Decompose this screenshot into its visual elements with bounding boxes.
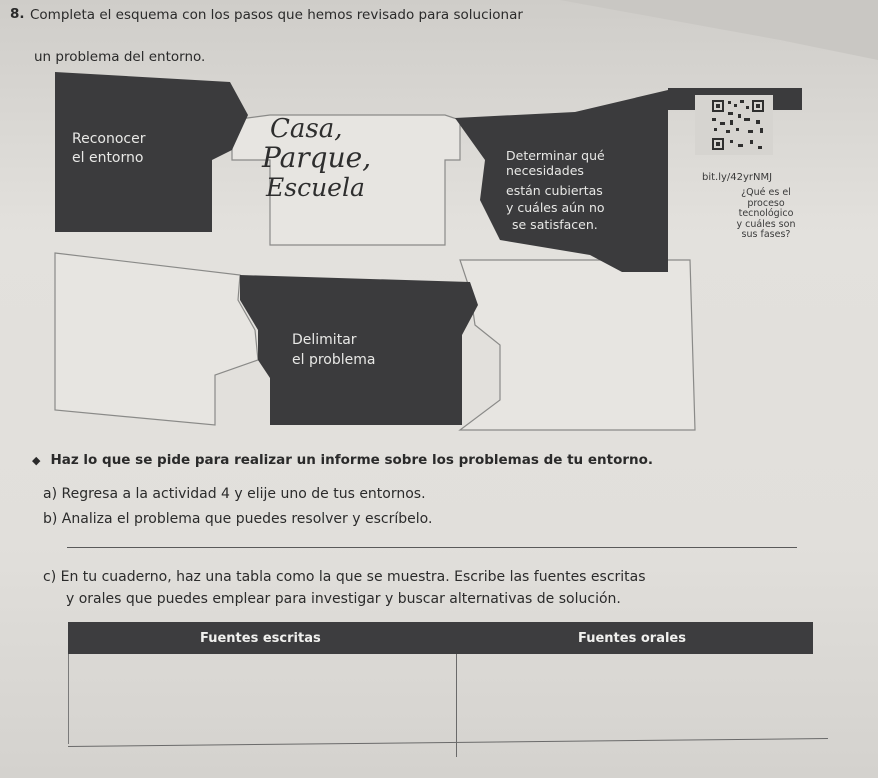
answer-box-2[interactable] xyxy=(55,253,258,425)
item-a: a) Regresa a la actividad 4 y elije uno de tus entornos. xyxy=(43,486,426,502)
table-header-oral-sources: Fuentes orales xyxy=(578,631,686,646)
step2-line5: se satisfacen. xyxy=(512,217,598,232)
item-c-line1: c) En tu cuaderno, haz una tabla como la que se muestra. Escribe las fuentes escritas xyxy=(43,569,646,585)
step2-line2: necesidades xyxy=(506,163,584,178)
instruction-text: Haz lo que se pide para realizar un informe sobre los problemas de tu entorno. xyxy=(50,452,654,468)
table-left-border xyxy=(68,654,69,744)
handwritten-word-1: Casa, xyxy=(270,114,343,144)
sidebar-note-line4: y cuáles son xyxy=(736,218,796,230)
sidebar-note xyxy=(718,188,814,241)
diamond-bullet-icon: ◆ xyxy=(32,454,41,467)
question-number: 8. xyxy=(10,6,25,22)
sidebar-note-line2: proceso xyxy=(747,197,785,209)
table-header-written-sources: Fuentes escritas xyxy=(200,631,321,646)
question-text-line1: Completa el esquema con los pasos que hemos revisado para solucionar xyxy=(30,7,523,23)
handwritten-word-3: Escuela xyxy=(266,173,365,202)
page-edge-shadow xyxy=(560,0,878,60)
step1-label-line1: Reconocer xyxy=(72,131,146,147)
table-bottom-line xyxy=(68,738,828,747)
sidebar-note-line3: tecnológico xyxy=(738,208,794,219)
qr-link-url[interactable]: bit.ly/42yrNMJ xyxy=(702,172,773,183)
item-b: b) Analiza el problema que puedes resolver y escríbelo. xyxy=(43,511,433,527)
handwritten-word-2: Parque, xyxy=(262,141,372,174)
step3-label-line1: Delimitar xyxy=(292,332,357,348)
sidebar-note-line5: sus fases? xyxy=(741,229,791,240)
item-c-line2: y orales que puedes emplear para investigar y buscar alternativas de solución. xyxy=(66,591,621,607)
table-header-row xyxy=(68,622,813,654)
step2-line3: están cubiertas xyxy=(506,183,603,198)
sidebar-note-line1: ¿Qué es el xyxy=(741,187,791,198)
question-text-line2: un problema del entorno. xyxy=(34,49,206,65)
answer-box-3[interactable] xyxy=(460,260,695,430)
answer-line[interactable] xyxy=(67,547,797,548)
step3-label-line2: el problema xyxy=(292,352,376,368)
step-box-delimit xyxy=(240,275,478,425)
step1-label-line2: el entorno xyxy=(72,150,144,166)
activity-instruction xyxy=(32,452,653,468)
step2-line1: Determinar qué xyxy=(506,148,605,163)
sources-table xyxy=(68,622,813,757)
step-box-needs xyxy=(455,90,668,272)
step2-line4: y cuáles aún no xyxy=(506,200,605,215)
